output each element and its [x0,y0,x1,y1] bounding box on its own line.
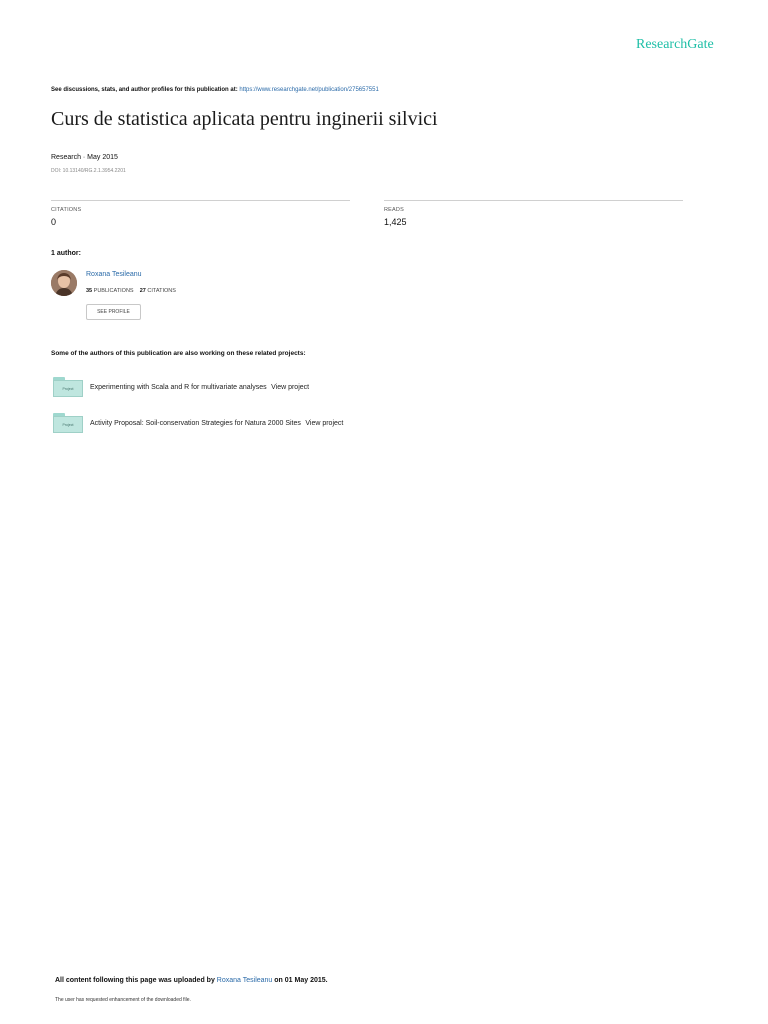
upload-notice [55,977,328,984]
avatar-photo-icon [51,270,77,296]
enhancement-note: The user has requested enhancement of the downloaded file. [55,997,191,1003]
publication-url-link[interactable]: https://www.researchgate.net/publication/275657551 [239,87,379,93]
author-name-link[interactable]: Roxana Tesileanu [86,271,142,278]
view-project-link[interactable]: View project [271,383,310,391]
author-citations-label: CITATIONS [147,288,176,294]
see-profile-button[interactable]: SEE PROFILE [86,304,141,320]
citations-label: CITATIONS [51,207,82,213]
citations-divider [51,200,350,201]
project-folder-icon: Project [53,377,83,397]
uploader-link[interactable]: Roxana Tesileanu [216,977,273,984]
upload-notice-prefix: All content following this page was uploaded by [55,977,215,984]
reads-value: 1,425 [384,217,407,227]
author-publications-label: PUBLICATIONS [93,288,134,294]
author-citations-count: 27 [139,288,146,294]
project-title: Experimenting with Scala and R for multivariate analyses [90,383,267,391]
related-projects-heading: Some of the authors of this publication are also working on these related projects: [51,350,306,357]
author-stats [86,288,176,294]
publication-title: Curs de statistica aplicata pentru inginerii silvici [51,108,438,130]
project-item [53,376,309,398]
upload-notice-suffix: on 01 May 2015. [274,977,328,984]
reads-divider [384,200,683,201]
author-avatar[interactable] [51,270,77,296]
project-title: Activity Proposal: Soil-conservation Strategies for Natura 2000 Sites [90,419,301,427]
discussion-notice-text: See discussions, stats, and author profiles for this publication at: [51,87,238,93]
authors-count: 1 author: [51,250,81,257]
view-project-link[interactable]: View project [305,419,344,427]
researchgate-logo[interactable]: ResearchGate [636,37,714,52]
project-item [53,412,343,434]
discussion-notice [51,87,379,93]
publication-type-date: Research · May 2015 [51,154,118,161]
citations-value: 0 [51,217,57,227]
project-folder-icon: Project [53,413,83,433]
author-publications-count: 35 [86,288,93,294]
reads-label: READS [384,207,404,213]
publication-doi: DOI: 10.13140/RG.2.1.3954.2201 [51,168,126,174]
